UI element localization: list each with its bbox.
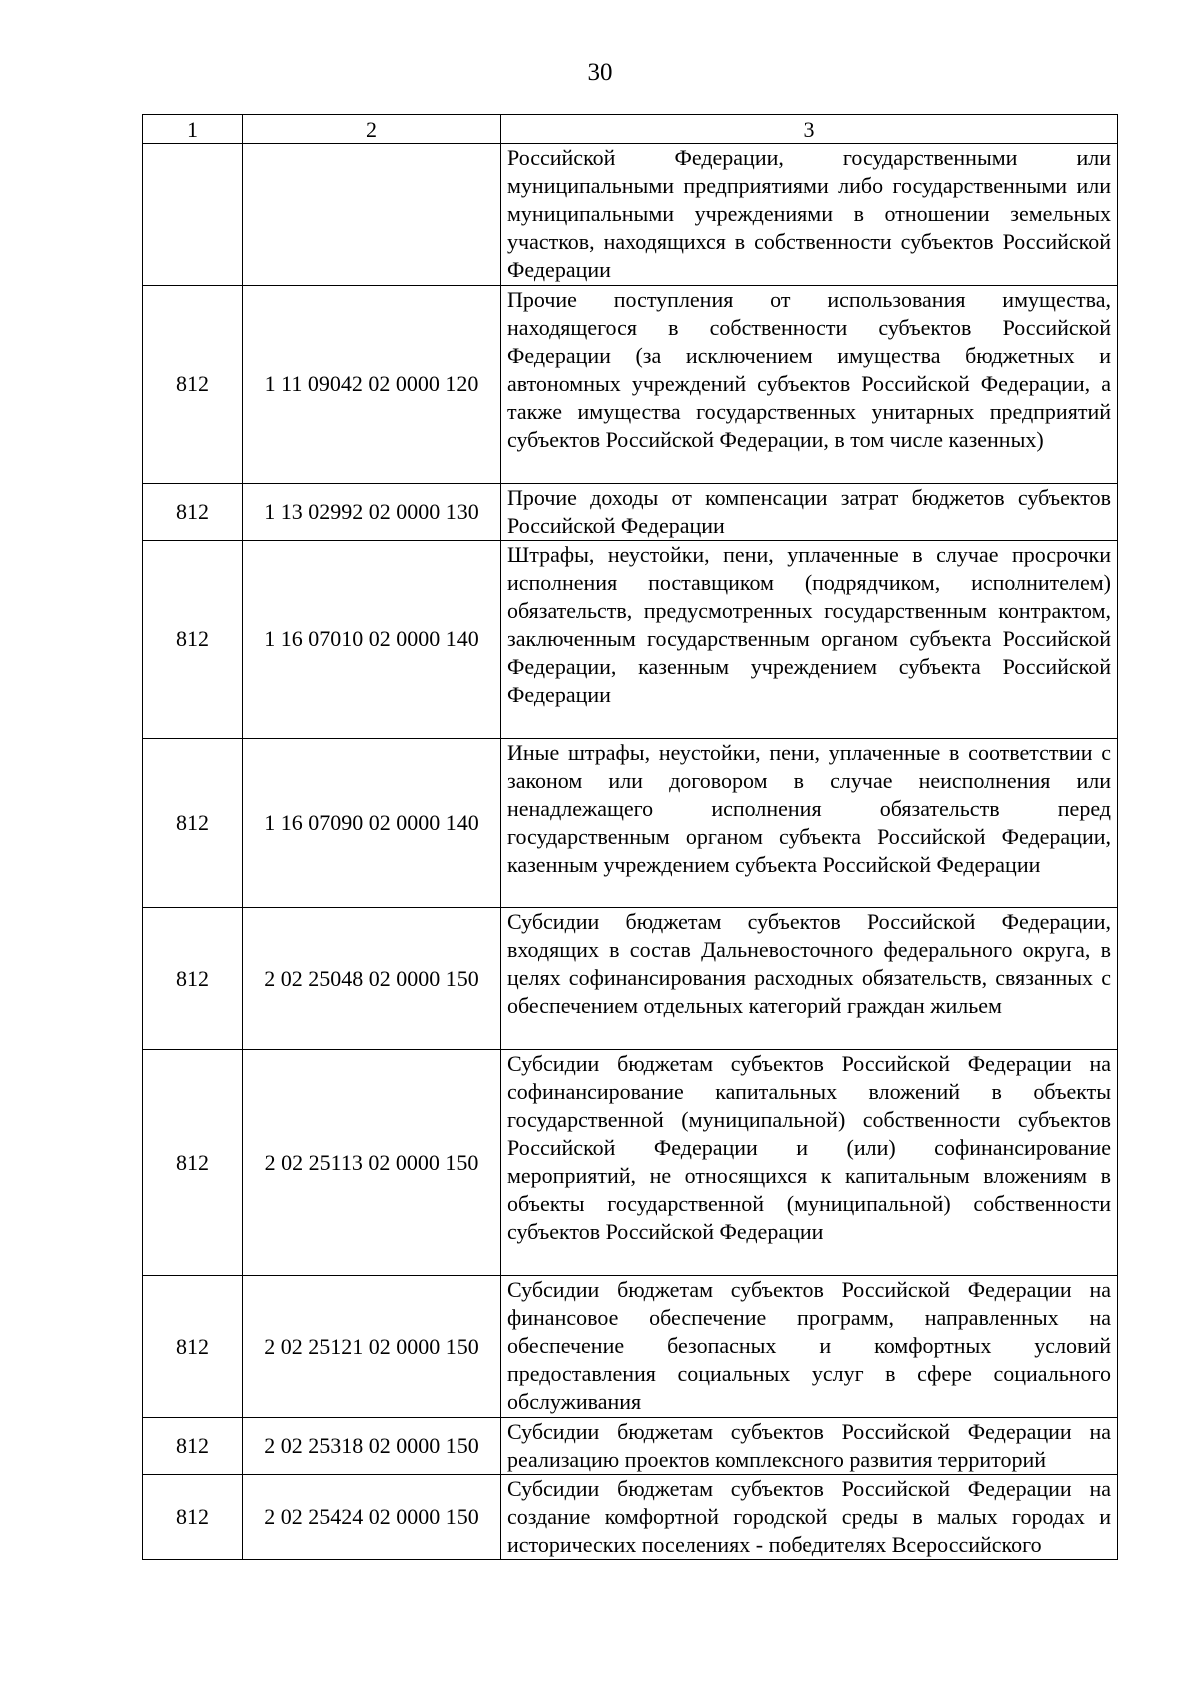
revenue-code-cell [243, 144, 501, 286]
description-cell: Иные штрафы, неустойки, пени, уплаченные в соответствии с законом или договором в случае неисполнения или ненадлежащего исполнения обязательств перед государственным органом субъекта Российской Федерации, казенным учреждением субъекта Российской Федерации [501, 738, 1118, 908]
table-row [143, 483, 1118, 540]
description-cell: Субсидии бюджетам субъектов Российской Федерации на создание комфортной городской среды в малых городах и исторических поселениях - победителях Всероссийского [501, 1474, 1118, 1559]
admin-code-cell: 812 [143, 540, 243, 738]
description-cell: Прочие доходы от компенсации затрат бюджетов субъектов Российской Федерации [501, 483, 1118, 540]
revenue-code-cell: 2 02 25113 02 0000 150 [243, 1049, 501, 1275]
admin-code-cell [143, 144, 243, 286]
table-row [143, 1276, 1118, 1418]
table-header-row [143, 115, 1118, 144]
column-header-1: 1 [143, 115, 243, 144]
column-header-2: 2 [243, 115, 501, 144]
admin-code-cell: 812 [143, 1276, 243, 1418]
revenue-code-cell: 2 02 25318 02 0000 150 [243, 1417, 501, 1474]
revenue-code-cell: 1 11 09042 02 0000 120 [243, 285, 501, 483]
revenue-code-cell: 1 16 07010 02 0000 140 [243, 540, 501, 738]
description-cell: Российской Федерации, государственными или муниципальными предприятиями либо государственными или муниципальными учреждениями в отношении земельных участков, находящихся в собственности субъектов Российской Федерации [501, 144, 1118, 286]
admin-code-cell: 812 [143, 1474, 243, 1559]
admin-code-cell: 812 [143, 1049, 243, 1275]
admin-code-cell: 812 [143, 285, 243, 483]
revenue-code-cell: 2 02 25048 02 0000 150 [243, 908, 501, 1050]
column-header-3: 3 [501, 115, 1118, 144]
table-row [143, 540, 1118, 738]
table-row [143, 738, 1118, 908]
description-cell: Прочие поступления от использования имущества, находящегося в собственности субъектов Российской Федерации (за исключением имущества бюджетных и автономных учреждений субъектов Российской Федерации, а также имущества государственных унитарных предприятий субъектов Российской Федерации, в том числе казенных) [501, 285, 1118, 483]
description-cell: Субсидии бюджетам субъектов Российской Федерации на софинансирование капитальных вложений в объекты государственной (муниципальной) собственности субъектов Российской Федерации и (или) софинансирование мероприятий, не относящихся к капитальным вложениям в объекты государственной (муниципальной) собственности субъектов Российской Федерации [501, 1049, 1118, 1275]
description-cell: Субсидии бюджетам субъектов Российской Федерации на реализацию проектов комплексного развития территорий [501, 1417, 1118, 1474]
table-row [143, 144, 1118, 286]
description-cell: Субсидии бюджетам субъектов Российской Федерации на финансовое обеспечение программ, направленных на обеспечение безопасных и комфортных условий предоставления социальных услуг в сфере социального обслуживания [501, 1276, 1118, 1418]
admin-code-cell: 812 [143, 1417, 243, 1474]
budget-codes-table [142, 114, 1118, 1560]
table-body [143, 144, 1118, 1560]
table-row [143, 285, 1118, 483]
admin-code-cell: 812 [143, 908, 243, 1050]
table-row [143, 1474, 1118, 1559]
description-cell: Штрафы, неустойки, пени, уплаченные в случае просрочки исполнения поставщиком (подрядчиком, исполнителем) обязательств, предусмотренных государственным контрактом, заключенным государственным органом субъекта Российской Федерации, казенным учреждением субъекта Российской Федерации [501, 540, 1118, 738]
description-cell: Субсидии бюджетам субъектов Российской Федерации, входящих в состав Дальневосточного федерального округа, в целях софинансирования расходных обязательств, связанных с обеспечением отдельных категорий граждан жильем [501, 908, 1118, 1050]
revenue-code-cell: 1 13 02992 02 0000 130 [243, 483, 501, 540]
page-number: 30 [587, 59, 613, 86]
table-row [143, 1049, 1118, 1275]
table-row [143, 1417, 1118, 1474]
revenue-code-cell: 1 16 07090 02 0000 140 [243, 738, 501, 908]
admin-code-cell: 812 [143, 738, 243, 908]
admin-code-cell: 812 [143, 483, 243, 540]
revenue-code-cell: 2 02 25121 02 0000 150 [243, 1276, 501, 1418]
revenue-code-cell: 2 02 25424 02 0000 150 [243, 1474, 501, 1559]
table-row [143, 908, 1118, 1050]
